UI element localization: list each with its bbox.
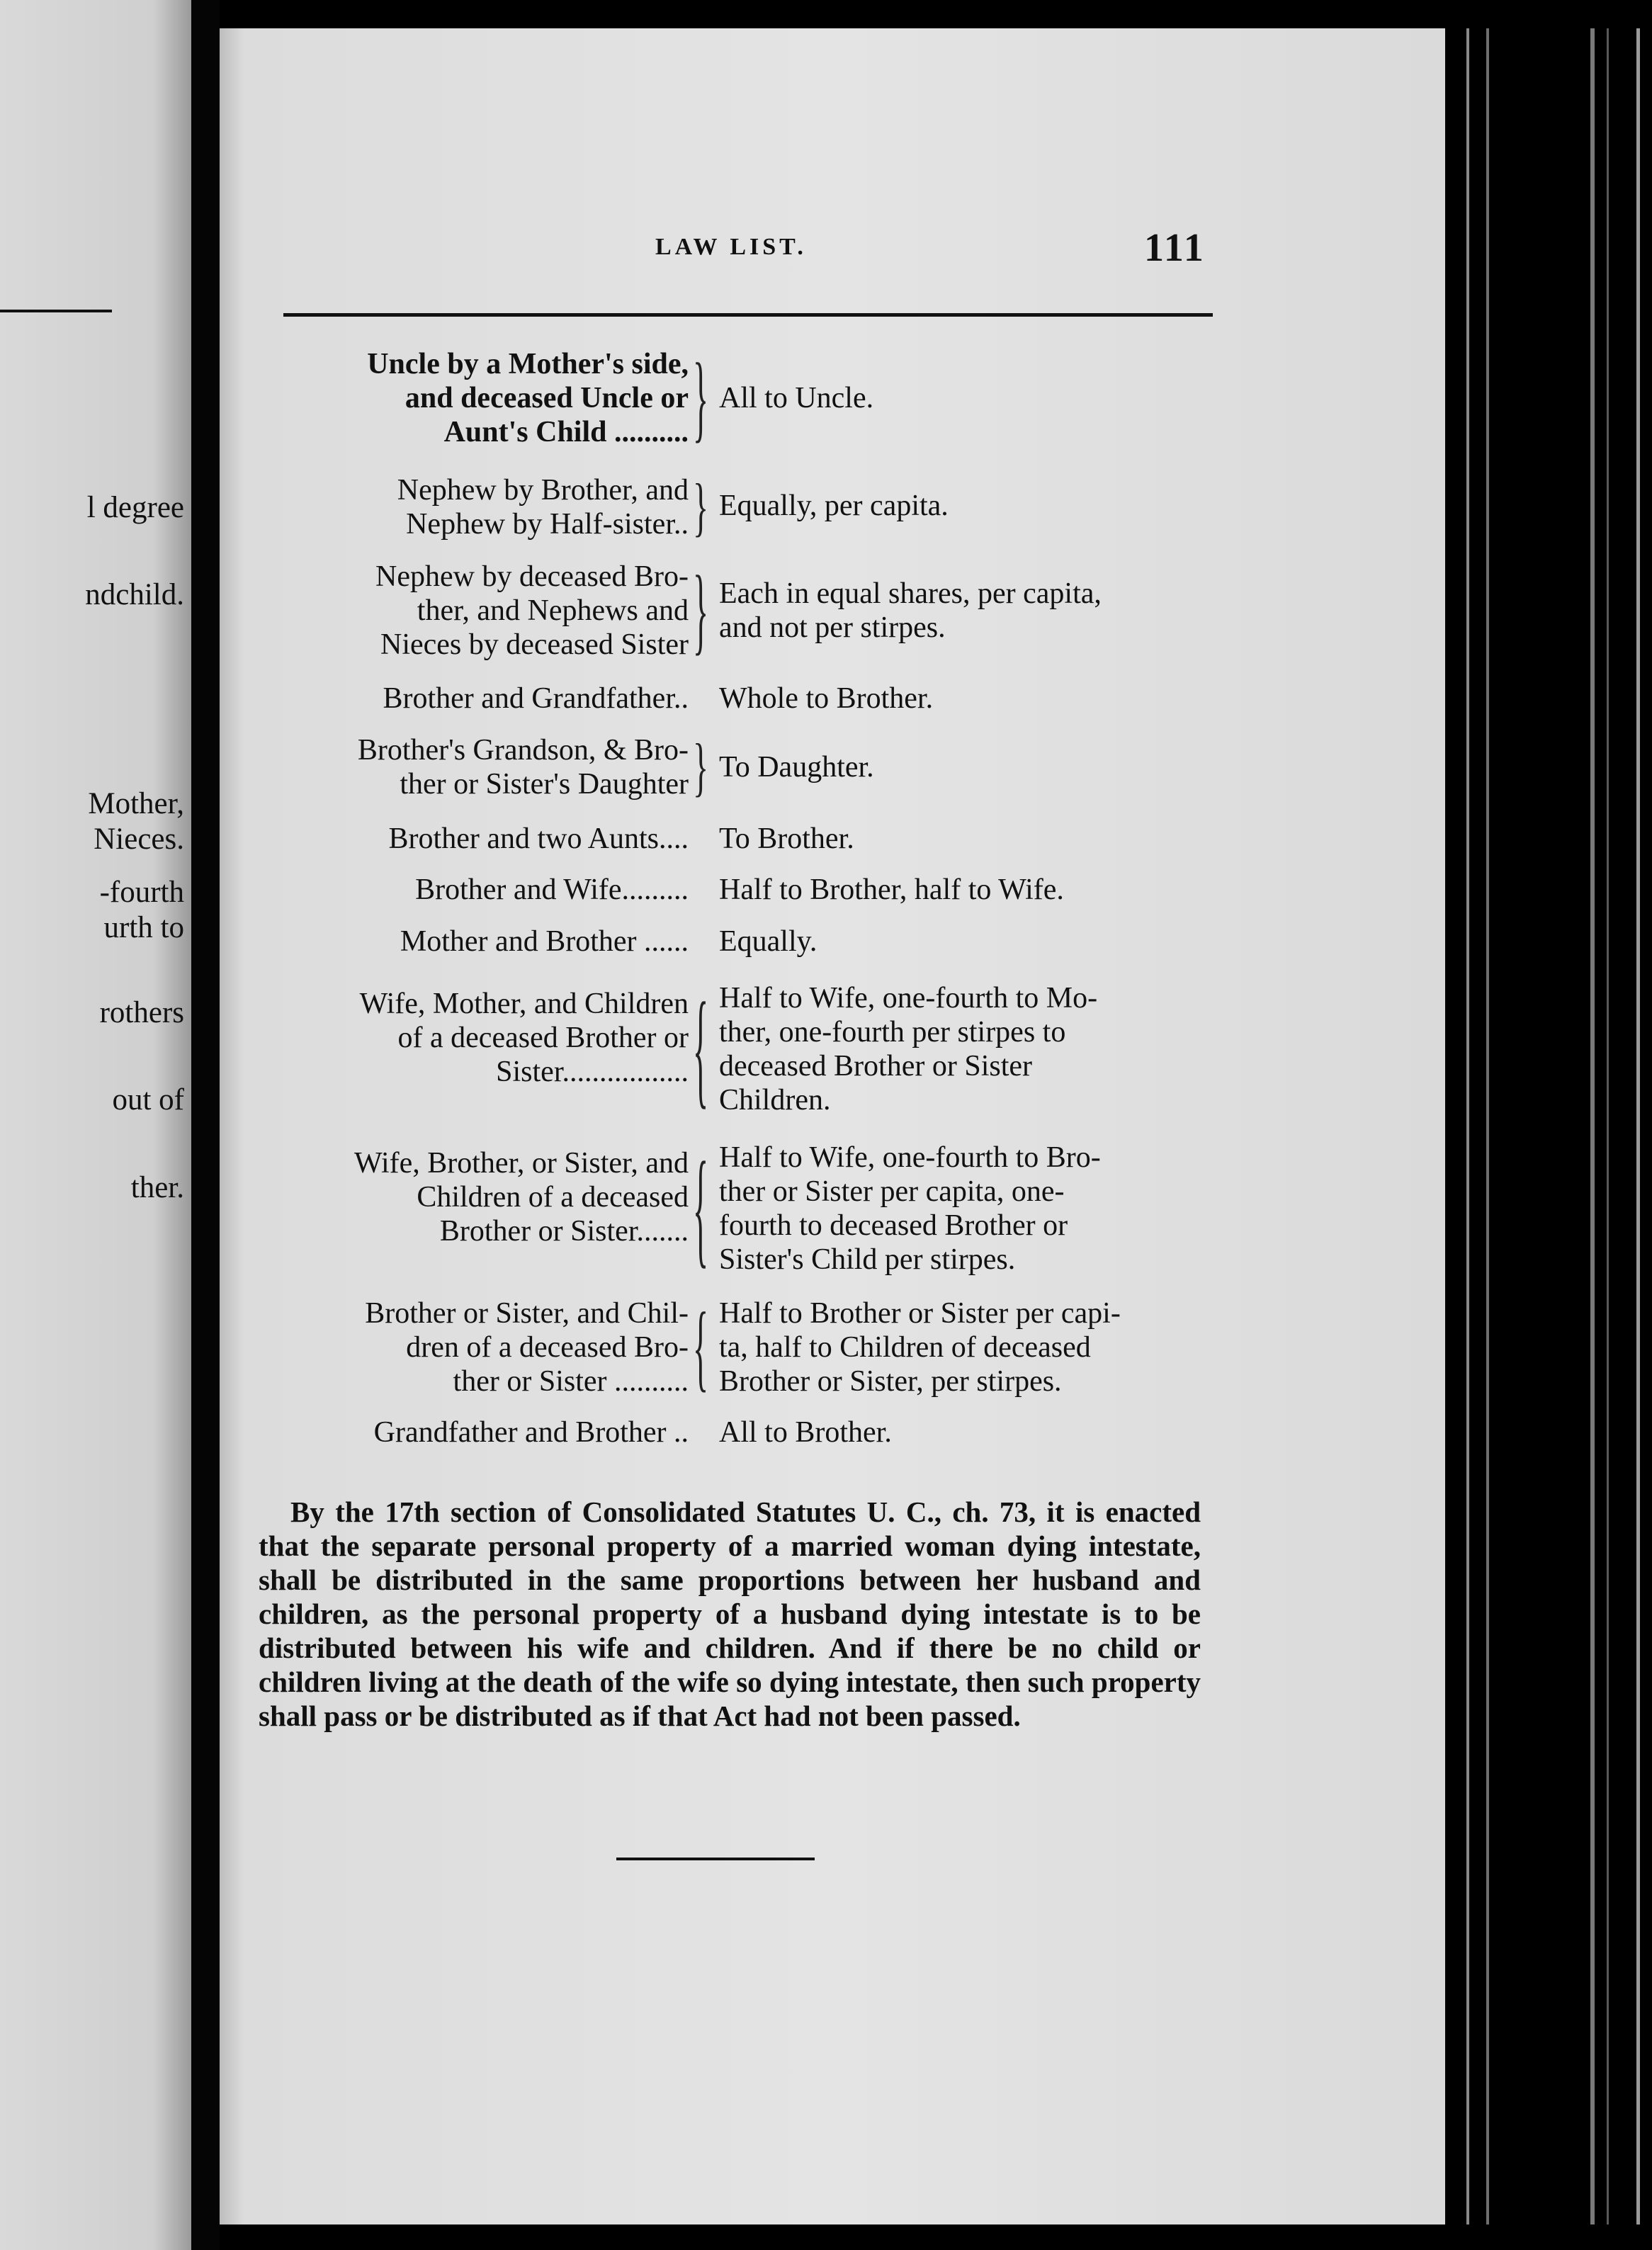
heir-description: Brother and Wife......... bbox=[415, 874, 689, 906]
facing-page-fragment: l degree bbox=[86, 491, 184, 524]
end-rule bbox=[616, 1858, 815, 1860]
share-description: To Daughter. bbox=[719, 751, 874, 784]
facing-page-fragment: ndchild. bbox=[85, 578, 184, 611]
facing-page-fragment: urth to bbox=[103, 911, 184, 944]
share-description: To Brother. bbox=[719, 822, 854, 855]
share-description: Equally, per capita. bbox=[719, 490, 949, 522]
heir-description: Brother and Grandfather.. bbox=[383, 682, 689, 715]
page-edges bbox=[1445, 0, 1652, 2250]
facing-page bbox=[0, 0, 191, 2250]
facing-page-fragment: Mother, bbox=[88, 787, 184, 820]
share-description: Half to Brother or Sister per capi- ta, half to Children of deceased Brother or Sister, per stirpes. bbox=[719, 1297, 1121, 1398]
heir-description: Brother's Grandson, & Bro- ther or Sister's Daughter bbox=[357, 734, 689, 801]
facing-page-fragment: -fourth bbox=[99, 876, 184, 909]
share-description: Each in equal shares, per capita, and not per stirpes. bbox=[719, 577, 1102, 644]
heir-description: Wife, Mother, and Children of a deceased Brother or Sister................. bbox=[359, 988, 689, 1088]
brace: } bbox=[693, 470, 709, 543]
facing-page-fragment: Nieces. bbox=[94, 822, 184, 856]
brace: } bbox=[693, 730, 709, 803]
running-head: LAW LIST. bbox=[655, 234, 807, 260]
heir-description: Mother and Brother ...... bbox=[400, 925, 689, 958]
facing-page-fragment: out of bbox=[112, 1083, 184, 1116]
heir-description: Brother and two Aunts.... bbox=[388, 822, 689, 855]
header-rule bbox=[283, 313, 1213, 317]
facing-page-fragment: ther. bbox=[130, 1171, 184, 1204]
facing-page-fragment: rothers bbox=[99, 996, 184, 1029]
statute-note: By the 17th section of Consolidated Statutes U. C., ch. 73, it is enacted that the separate personal property of a married woman dying intestate, shall be distributed in the same proportions between her husband and children, as the personal property of a husband dying intestate is to be distributed between his wife and children. And if there be no child or children living at the death of the wife so dying intestate, then such property shall pass or be distributed as if that Act had not been passed. bbox=[259, 1496, 1201, 1732]
heir-description: Grandfather and Brother .. bbox=[373, 1416, 689, 1449]
share-description: Half to Wife, one-fourth to Bro- ther or Sister per capita, one- fourth to deceased Brother or Sister's Child per stirpes. bbox=[719, 1141, 1101, 1276]
share-description: Half to Brother, half to Wife. bbox=[719, 874, 1064, 906]
brace: } bbox=[693, 343, 709, 451]
brace: { bbox=[693, 976, 709, 1120]
heir-description: Nephew by deceased Bro- ther, and Nephews and Nieces by deceased Sister bbox=[375, 560, 689, 661]
share-description: All to Uncle. bbox=[719, 382, 874, 414]
brace: { bbox=[693, 1135, 709, 1279]
heir-description: Brother or Sister, and Chil- dren of a deceased Bro- ther or Sister .......... bbox=[365, 1297, 689, 1398]
brace: { bbox=[693, 1292, 709, 1401]
heir-description: Uncle by a Mother's side, and deceased Uncle or Aunt's Child .......... bbox=[367, 348, 689, 448]
brace: } bbox=[693, 555, 709, 664]
heir-description: Nephew by Brother, and Nephew by Half-sister.. bbox=[397, 474, 689, 541]
facing-page-rule bbox=[0, 310, 112, 312]
book-gutter bbox=[191, 0, 220, 2250]
heir-description: Wife, Brother, or Sister, and Children of a deceased Brother or Sister....... bbox=[354, 1147, 689, 1248]
share-description: Whole to Brother. bbox=[719, 682, 934, 715]
share-description: Half to Wife, one-fourth to Mo- ther, one-fourth per stirpes to deceased Brother or Sister Children. bbox=[719, 982, 1098, 1116]
share-description: Equally. bbox=[719, 925, 817, 958]
page-number: 111 bbox=[1144, 226, 1206, 270]
share-description: All to Brother. bbox=[719, 1416, 892, 1449]
